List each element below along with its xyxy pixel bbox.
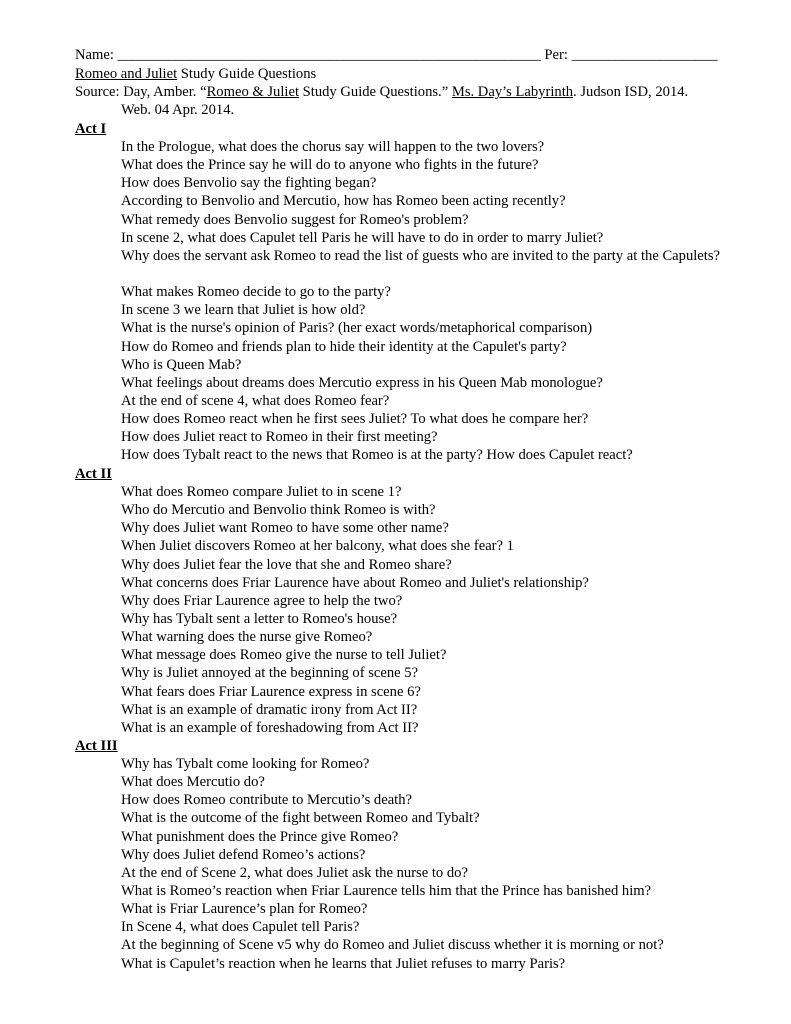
source-end: . Judson ISD, 2014. (573, 84, 689, 100)
question-text: At the end of Scene 2, what does Juliet ask the nurse to do? (121, 864, 468, 881)
question-text: When Juliet discovers Romeo at her balcony, what does she fear? 1 (121, 538, 514, 555)
question-text: Why does Juliet defend Romeo’s actions? (121, 846, 366, 863)
section-title-act-2: Act II (75, 466, 112, 482)
question-text: Who do Mercutio and Benvolio think Romeo is with? (121, 502, 436, 519)
question-text: How does Tybalt react to the news that Romeo is at the party? How does Capulet react? (121, 447, 633, 464)
question-text: What concerns does Friar Laurence have about Romeo and Juliet's relationship? (121, 574, 589, 591)
section-title-act-1: Act I (75, 121, 107, 137)
question-text: In Scene 4, what does Capulet tell Paris? (121, 919, 360, 936)
question-text: What is the nurse's opinion of Paris? (her exact words/metaphorical comparison) (121, 320, 593, 337)
question-text: At the beginning of Scene v5 why do Romeo and Juliet discuss whether it is morning or not? (121, 937, 664, 954)
question-text: Why has Tybalt sent a letter to Romeo's house? (121, 610, 398, 627)
question-text: What is an example of foreshadowing from Act II? (121, 719, 419, 736)
question-text: How does Juliet react to Romeo in their first meeting? (121, 429, 438, 446)
document-title (75, 65, 316, 83)
question-text: What is Capulet’s reaction when he learns that Juliet refuses to marry Paris? (121, 955, 566, 972)
question-text: What does the Prince say he will do to anyone who fights in the future? (121, 157, 539, 174)
name-label: Name: (75, 47, 118, 63)
source-prefix: Source: Day, Amber. “ (75, 84, 207, 100)
question-text: What feelings about dreams does Mercutio express in his Queen Mab monologue? (121, 374, 603, 391)
question-text: At the end of scene 4, what does Romeo fear? (121, 392, 390, 409)
question-text: What is Friar Laurence’s plan for Romeo? (121, 901, 368, 918)
source-site: Ms. Day’s Labyrinth (451, 84, 574, 100)
per-label: Per: (540, 47, 572, 63)
question-text: How does Benvolio say the fighting began? (121, 175, 377, 192)
title-rest: Study Guide Questions (177, 66, 317, 82)
question-text: In the Prologue, what does the chorus say will happen to the two lovers? (121, 139, 545, 155)
section-title-act-3: Act III (75, 738, 118, 754)
question-text: According to Benvolio and Mercutio, how has Romeo been acting recently? (121, 193, 566, 210)
question-text: What is an example of dramatic irony from Act II? (121, 701, 418, 718)
question-text: What is Romeo’s reaction when Friar Laurence tells him that the Prince has banished him? (121, 882, 652, 899)
source-citation (75, 83, 688, 101)
question-text: What fears does Friar Laurence express in scene 6? (121, 683, 421, 700)
question-text: In scene 3 we learn that Juliet is how old? (121, 302, 366, 319)
question-text: How do Romeo and friends plan to hide their identity at the Capulet's party? (121, 338, 567, 355)
name-line (75, 46, 718, 64)
question-text: What warning does the nurse give Romeo? (121, 629, 373, 646)
question-text: Why does Juliet fear the love that she and Romeo share? (121, 556, 452, 573)
question-text: Why does Juliet want Romeo to have some other name? (121, 520, 449, 537)
question-text: How does Romeo contribute to Mercutio’s death? (121, 792, 412, 809)
question-text: What does Romeo compare Juliet to in scene 1? (121, 484, 402, 500)
question-text: Why does Friar Laurence agree to help the two? (121, 592, 403, 609)
question-text: What message does Romeo give the nurse to tell Juliet? (121, 647, 447, 664)
per-blank: ____________________ (571, 47, 718, 63)
question-text: What punishment does the Prince give Romeo? (121, 828, 399, 845)
question-text: Why has Tybalt come looking for Romeo? (121, 756, 370, 772)
source-citation-line2: Web. 04 Apr. 2014. (121, 102, 235, 118)
question-text: Why does the servant ask Romeo to read the list of guests who are invited to the party at the Capulets? (121, 247, 720, 264)
question-text: What remedy does Benvolio suggest for Romeo's problem? (121, 211, 469, 228)
source-title: Romeo & Juliet (206, 84, 300, 100)
question-text: What is the outcome of the fight between Romeo and Tybalt? (121, 810, 480, 827)
question-text: What makes Romeo decide to go to the party? (121, 284, 391, 301)
question-text: Why is Juliet annoyed at the beginning of scene 5? (121, 665, 419, 682)
title-underlined: Romeo and Juliet (75, 66, 178, 82)
question-text: How does Romeo react when he first sees Juliet? To what does he compare her? (121, 411, 589, 428)
question-text: Who is Queen Mab? (121, 356, 242, 373)
name-blank: __________________________________________________________ (117, 47, 541, 63)
source-mid: Study Guide Questions.” (299, 84, 452, 100)
question-text: In scene 2, what does Capulet tell Paris he will have to do in order to marry Juliet? (121, 229, 604, 246)
question-text: What does Mercutio do? (121, 774, 265, 791)
